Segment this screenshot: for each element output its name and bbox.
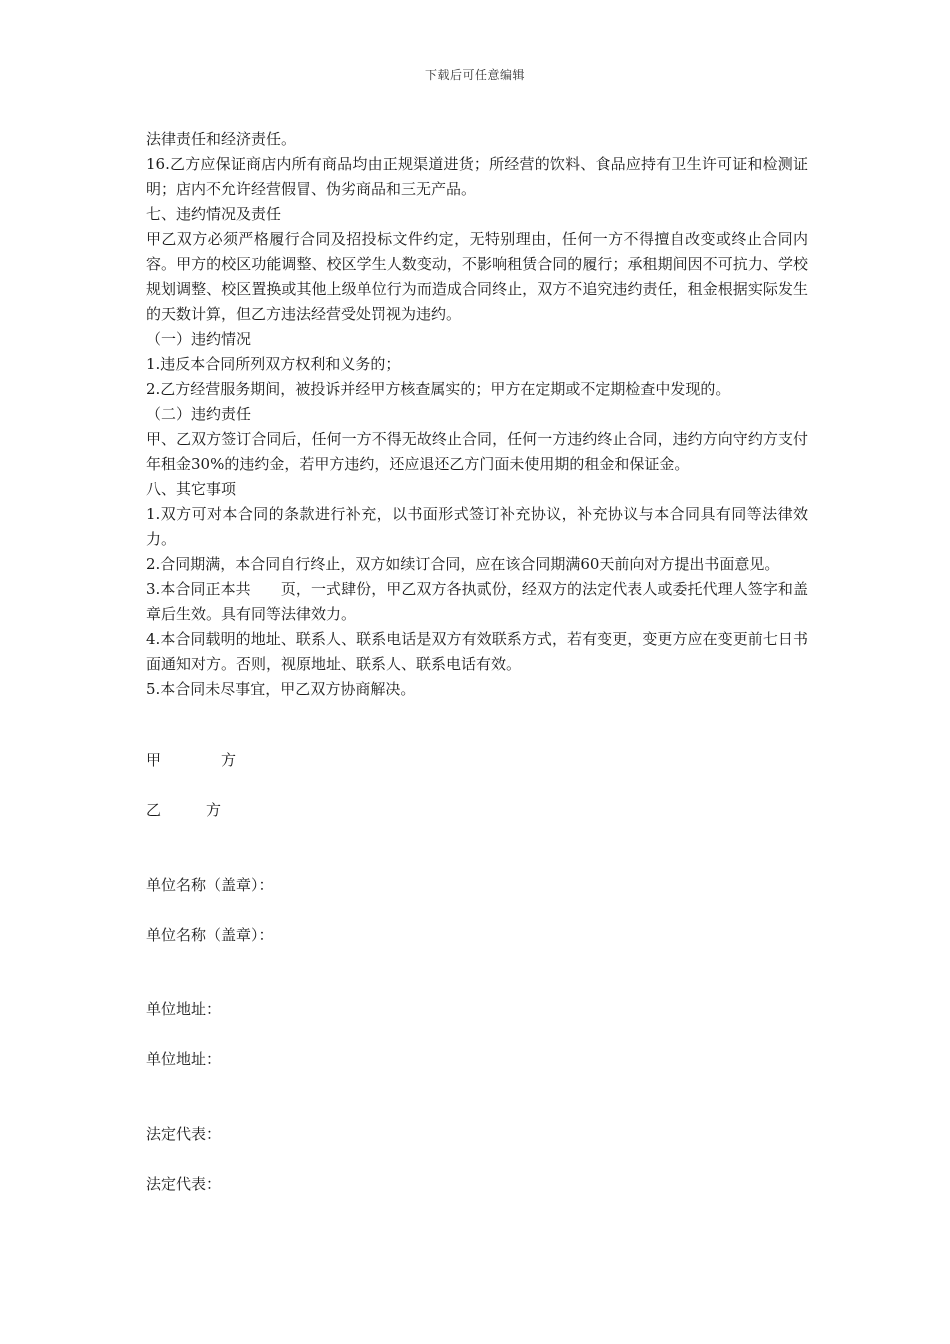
- subsection-heading: （一）违约情况: [146, 330, 252, 348]
- party-b-label: 乙 方: [146, 801, 222, 819]
- paragraph: 1.违反本合同所列双方权利和义务的；: [146, 355, 401, 373]
- page-header-note: 下载后可任意编辑: [424, 68, 525, 82]
- address-a-label: 单位地址：: [146, 1000, 222, 1018]
- paragraph: 3.本合同正本共 页，一式肆份，甲乙双方各执贰份，经双方的法定代表人或委托代理人签字和盖章后生效。具有同等法律效力。: [146, 580, 808, 623]
- legal-rep-b-label: 法定代表：: [146, 1175, 222, 1193]
- org-name-b-label: 单位名称（盖章）：: [146, 926, 274, 944]
- paragraph: 5.本合同未尽事宜，甲乙双方协商解决。: [146, 680, 416, 698]
- paragraph: 甲、乙双方签订合同后，任何一方不得无故终止合同，任何一方违约终止合同，违约方向守约方支付年租金30%的违约金，若甲方违约，还应退还乙方门面未使用期的租金和保证金。: [146, 430, 808, 473]
- paragraph: 2.合同期满，本合同自行终止，双方如续订合同，应在该合同期满60天前向对方提出书面意见。: [146, 555, 780, 573]
- paragraph: 法律责任和经济责任。: [146, 130, 297, 148]
- address-b-label: 单位地址：: [146, 1050, 222, 1068]
- subsection-heading: （二）违约责任: [146, 405, 252, 423]
- paragraph: 2.乙方经营服务期间，被投诉并经甲方核查属实的；甲方在定期或不定期检查中发现的。: [146, 380, 731, 398]
- contract-body: [146, 127, 808, 702]
- section-heading: 八、其它事项: [146, 480, 237, 498]
- paragraph: 甲乙双方必须严格履行合同及招投标文件约定，无特别理由，任何一方不得擅自改变或终止合同内容。甲方的校区功能调整、校区学生人数变动，不影响租赁合同的履行；承租期间因不可抗力、学校规划调整、校区置换或其他上级单位行为而造成合同终止，双方不追究违约责任，租金根据实际发生的天数计算，但乙方违法经营受处罚视为违约。: [146, 230, 808, 323]
- legal-rep-a-label: 法定代表：: [146, 1125, 222, 1143]
- paragraph: 1.双方可对本合同的条款进行补充，以书面形式签订补充协议，补充协议与本合同具有同等法律效力。: [146, 505, 808, 548]
- org-name-a-label: 单位名称（盖章）：: [146, 876, 274, 894]
- party-a-label: 甲 方: [146, 751, 237, 769]
- paragraph: 4.本合同载明的地址、联系人、联系电话是双方有效联系方式，若有变更，变更方应在变更前七日书面通知对方。否则，视原地址、联系人、联系电话有效。: [146, 630, 808, 673]
- section-heading: 七、违约情况及责任: [146, 205, 282, 223]
- paragraph: 16.乙方应保证商店内所有商品均由正规渠道进货；所经营的饮料、食品应持有卫生许可证和检测证明；店内不允许经营假冒、伪劣商品和三无产品。: [146, 155, 808, 198]
